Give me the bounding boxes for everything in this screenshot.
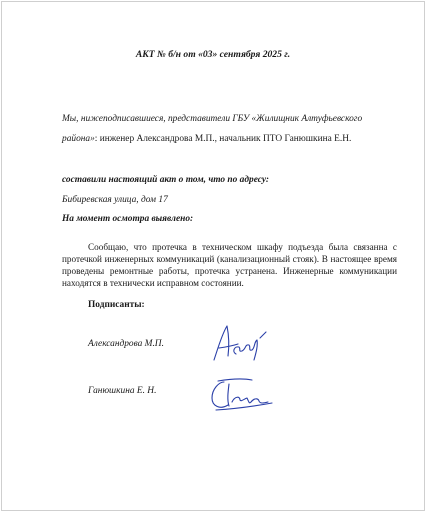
signatories-label: Подписанты: [88, 300, 145, 310]
intro-line-1: Мы, нижеподписавшиеся, представители ГБУ «Жилищник Алтуфьевского [62, 114, 363, 124]
signer-2-name: Ганюшкина Е. Н. [88, 386, 157, 396]
intro-line-2-rest: : инженер Александрова М.П., начальник ПТО Ганюшкина Е.Н. [94, 134, 352, 144]
signature-1-image [202, 320, 276, 366]
signer-1-name: Александрова М.П. [88, 339, 164, 349]
composed-line: составили настоящий акт о том, что по адресу: [62, 175, 269, 185]
act-title: АКТ № б/н от «03» сентября 2025 г. [135, 49, 291, 60]
address-line: Бибиревская улица, дом 17 [62, 195, 168, 205]
intro-line-2 [62, 133, 351, 145]
document-page [1, 1, 425, 511]
findings-paragraph: Сообщаю, что протечка в техническом шкафу подъезда была связанна с протечкой инженерных коммуникаций (канализационный стояк). В настоящее время проведены ремонтные работы, протечка устранена. Инженерные коммуникации находятся в технически исправном состоянии. [62, 242, 397, 288]
findings-heading: На момент осмотра выявлено: [62, 214, 194, 224]
signature-2-image [202, 372, 288, 418]
intro-line-2-italic: района» [62, 134, 95, 144]
